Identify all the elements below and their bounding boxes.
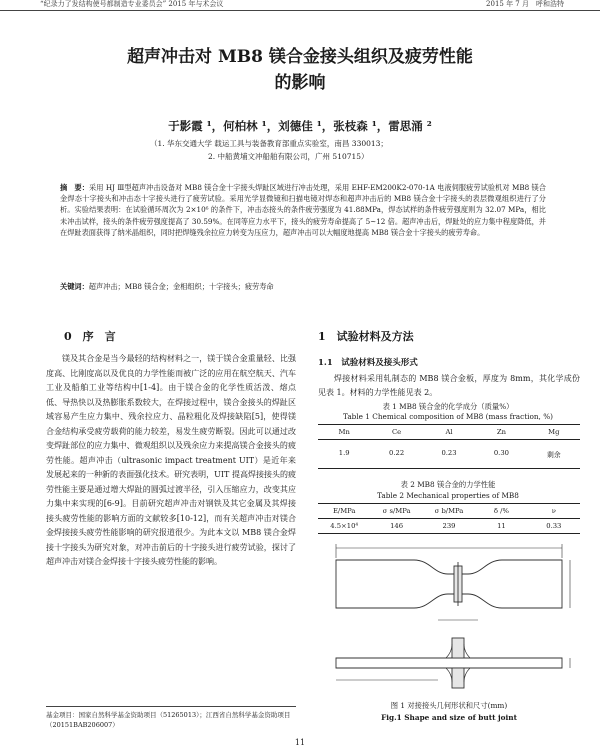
table-1-header-cell: Al: [445, 428, 453, 436]
table-1-caption-en: Table 1 Chemical composition of MB8 (mass fraction, %): [343, 412, 553, 421]
authors: 于影霞 ¹，何柏林 ¹，刘德佳 ¹，张枝森 ¹，雷思涌 ²: [168, 119, 432, 133]
figure-1-specimen-drawing: [318, 540, 580, 696]
abstract-text: 采用 HJ Ⅲ型超声冲击设备对 MB8 镁合金十字接头焊趾区域进行冲击处理，采用 EHF-EM200K2-070-1A 电液伺服疲劳试验机对 MB8 镁合金焊态十字接头和冲击态十字接头进行了疲劳试验。采用光学显微镜和扫描电镜对焊态和超声冲击后的 MB8 镁合金十字接头的表层微观组织进行了分析。实验结果表明：在试验循环周次为 2×10⁶ 的条件下，冲击态接头的条件疲劳强度为 41.88MPa，焊态试样的条件疲劳强度则为 32.07 MPa，相比未冲击试样，接头的条件疲劳强度提高了 30.59%。在同等应力水平下，接头的疲劳寿命提高了 5~12 倍。超声冲击后，焊趾处的应力集中程度降低，并在焊趾表面获得了纳米晶组织，同时把焊缝残余拉应力转变为压应力，超声冲击可以大幅度地提高 MB8 镁合金十字接头的疲劳寿命。: [60, 183, 546, 237]
affiliation-1: （1. 华东交通大学 载运工具与装备教育部重点实验室，南昌 330013；: [150, 139, 388, 148]
header-conference: “纪录力了发结构使号都制造专业委员会” 2015 年与术会议: [40, 0, 224, 8]
table-1-header-cell: Mn: [338, 428, 350, 436]
table-1-cell: 1.9: [338, 449, 350, 457]
keywords-label: 关键词：: [60, 282, 89, 291]
abstract: [60, 182, 546, 238]
paper-title-line1: 超声冲击对 MB8 镁合金接头组织及疲劳性能: [127, 47, 473, 67]
section-1-1-heading: 1.1 试验材料及接头形式: [318, 358, 418, 368]
section-0-paragraph: 镁及其合金是当今最轻的结构材料之一，镁于镁合金重量轻、比强度高、比刚度高以及优良的力学性能而被广泛的应用在航空航天、汽车工业及船舶工业等结构中[1-4]。由于镁合金的化学性质活泼、熔点低、导热快以及热膨胀系数较大，在焊接过程中，镁合金接头的焊趾区域容易产生应力集中、残余拉应力、晶粒粗化及焊接缺陷[5]，使得镁合金结构承受疲劳载荷的能力较差，易发生疲劳断裂。因此可以通过改变焊趾部位的应力集中、微观组织以及残余应力来提高镁合金接头的疲劳性能。超声冲击（ultrasonic impact treatment UIT）是近年来发展起来的一种新的表面强化技术。研究表明，UIT 提高焊接接头的疲劳性能主要是通过增大焊趾的圆弧过渡半径，引入压缩应力，改变其应力集中来实现的[6-9]。目前研究超声冲击对钢铁及其它金属及其焊接接头疲劳性能的影响方面的文献较多[10-12]，而有关超声冲击对镁合金焊接接头疲劳性能影响的研究报道很少。为此本文以 MB8 镁合金焊接十字接头为研究对象，对冲击前后的十字接头进行疲劳试验，探讨了超声冲击对镁合金焊接十字接头疲劳性能的影响。: [46, 354, 296, 566]
table-1-cell: 0.23: [441, 449, 457, 457]
table-1-header-cell: Ce: [391, 428, 402, 436]
table-2-cell: 239: [442, 522, 456, 530]
table-1-caption-cn: 表 1 MB8 镁合金的化学成分（质量%）: [382, 402, 514, 411]
table-2-caption-cn: 表 2 MB8 镁合金的力学性能: [400, 480, 496, 489]
table-2-header-row: [318, 504, 580, 519]
section-0-heading: 0 序 言: [64, 330, 116, 343]
table-2-header-cell: σ s/MPa: [382, 507, 411, 515]
running-header: [0, 0, 600, 11]
footnote: 基金项目：国家自然科学基金资助项目（51265013）；江西省自然科学基金资助项目（20151BAB206007）: [46, 706, 296, 730]
keywords: [60, 282, 546, 292]
table-1-row: [318, 440, 580, 468]
table-1-header-row: [318, 425, 580, 440]
keywords-text: 超声冲击；MB8 镁合金；金相组织；十字接头；疲劳寿命: [88, 282, 274, 291]
table-2-caption-en: Table 2 Mechanical properties of MB8: [377, 491, 519, 500]
table-2-header-cell: δ /%: [493, 507, 509, 515]
table-1-cell: 剩余: [547, 451, 561, 459]
table-2-header-cell: σ b/MPa: [434, 507, 464, 515]
table-2-header-cell: ν: [551, 507, 556, 515]
figure-1-caption-cn: 图 1 对接接头几何形状和尺寸(mm): [390, 701, 508, 710]
table-2-cell: 146: [390, 522, 404, 530]
table-1-header-cell: Zn: [496, 428, 506, 436]
table-1: [318, 424, 580, 469]
figure-1-caption-en: Fig.1 Shape and size of butt joint: [381, 713, 517, 722]
table-2-row: [318, 519, 580, 533]
table-2-cell: 0.33: [546, 522, 562, 530]
table-2-cell: 4.5×10⁴: [330, 522, 359, 530]
figure-1-caption: [318, 700, 580, 724]
table-2-cell: 11: [497, 522, 506, 530]
section-0-body: [46, 352, 296, 570]
paper-title-line2: 的影响: [274, 73, 326, 93]
table-1-cell: 0.22: [389, 449, 405, 457]
table-1-cell: 0.30: [493, 449, 509, 457]
affiliation-2: 2. 中船黄埔文冲船舶有限公司，广州 510715）: [208, 152, 369, 161]
table-1-header-cell: Mg: [548, 428, 560, 436]
header-date: 2015 年 7 月 呼和浩特: [486, 0, 564, 8]
section-1-heading: 1 试验材料及方法: [318, 330, 414, 343]
table-2: [318, 503, 580, 534]
abstract-label: 摘 要：: [60, 183, 89, 192]
section-1-1-text: 焊接材料采用轧制态的 MB8 镁合金板，厚度为 8mm，其化学成份见表 1。材料的力学性能见表 2。: [318, 374, 580, 397]
page-number: 11: [294, 738, 306, 747]
table-2-header-cell: E/MPa: [332, 507, 356, 515]
